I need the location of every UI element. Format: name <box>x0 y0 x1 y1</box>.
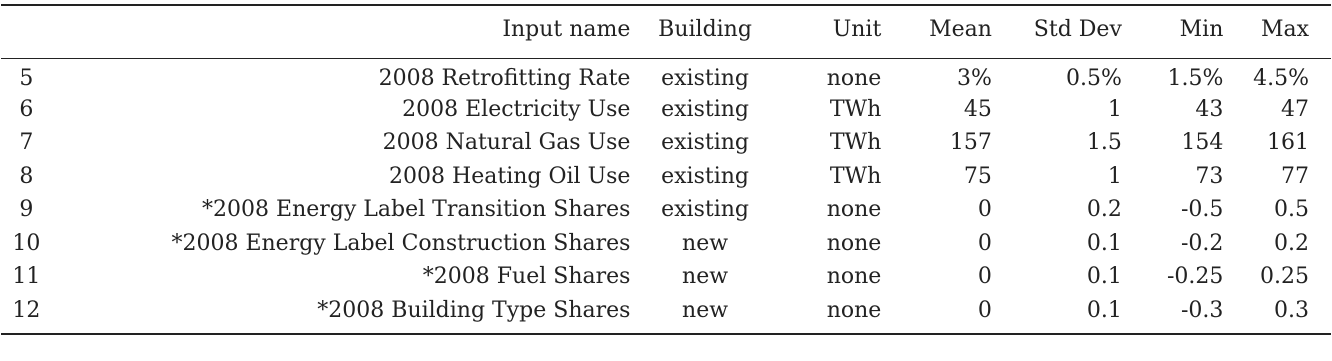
row-input-name: 2008 Retrofitting Rate <box>378 66 631 92</box>
input-parameters-table <box>1 4 1331 335</box>
table-row <box>1 59 1331 93</box>
header-std-dev: Std Dev <box>1033 16 1122 42</box>
table-row <box>1 193 1331 227</box>
row-unit: none <box>826 197 882 223</box>
row-min: 73 <box>1195 163 1224 189</box>
header-mean: Mean <box>929 16 992 42</box>
row-input-name: *2008 Energy Label Construction Shares <box>171 230 631 256</box>
row-mean: 45 <box>963 96 992 122</box>
row-unit: TWh <box>829 163 882 189</box>
row-building: existing <box>661 96 749 122</box>
row-max: 0.25 <box>1260 264 1309 290</box>
row-min: 43 <box>1195 96 1224 122</box>
row-index: 10 <box>12 230 41 256</box>
row-min: -0.2 <box>1180 230 1224 256</box>
row-std-dev: 0.5% <box>1065 66 1122 92</box>
row-max: 0.2 <box>1274 230 1309 256</box>
row-building: new <box>682 264 729 290</box>
row-building: existing <box>661 163 749 189</box>
table-row <box>1 227 1331 261</box>
row-index: 5 <box>19 66 34 92</box>
header-min: Min <box>1179 16 1224 42</box>
table-row <box>1 260 1331 294</box>
row-index: 11 <box>12 264 41 290</box>
header-max: Max <box>1260 16 1309 42</box>
row-std-dev: 0.1 <box>1086 264 1122 290</box>
row-unit: TWh <box>829 130 882 156</box>
row-building: existing <box>661 130 749 156</box>
row-index: 7 <box>19 130 34 156</box>
table-bottom-rule <box>1 333 1331 335</box>
row-input-name: *2008 Building Type Shares <box>317 297 631 323</box>
table-row <box>1 294 1331 328</box>
row-building: new <box>682 230 729 256</box>
row-std-dev: 1 <box>1107 163 1122 189</box>
row-std-dev: 1 <box>1107 96 1122 122</box>
row-min: 1.5% <box>1167 66 1224 92</box>
row-std-dev: 0.1 <box>1086 297 1122 323</box>
row-building: new <box>682 297 729 323</box>
row-mean: 3% <box>957 66 992 92</box>
row-input-name: 2008 Natural Gas Use <box>382 130 631 156</box>
row-max: 0.3 <box>1274 297 1309 323</box>
header-building: Building <box>658 16 752 42</box>
row-max: 77 <box>1281 163 1309 189</box>
data-table-body <box>1 59 1331 327</box>
header-unit: Unit <box>832 16 882 42</box>
header-input-name: Input name <box>502 16 631 42</box>
row-building: existing <box>661 66 749 92</box>
row-building: existing <box>661 197 749 223</box>
table-row <box>1 160 1331 194</box>
row-unit: TWh <box>829 96 882 122</box>
table-header-row <box>1 6 1331 52</box>
row-input-name: *2008 Fuel Shares <box>422 264 631 290</box>
row-min: 154 <box>1181 130 1224 156</box>
row-input-name: 2008 Heating Oil Use <box>389 163 631 189</box>
row-mean: 75 <box>963 163 992 189</box>
row-unit: none <box>826 264 882 290</box>
row-unit: none <box>826 230 882 256</box>
row-mean: 157 <box>949 130 992 156</box>
row-max: 161 <box>1267 130 1309 156</box>
row-index: 8 <box>19 163 34 189</box>
row-max: 4.5% <box>1253 66 1309 92</box>
row-mean: 0 <box>977 230 992 256</box>
row-index: 9 <box>19 197 34 223</box>
table-row <box>1 126 1331 160</box>
row-mean: 0 <box>977 197 992 223</box>
row-mean: 0 <box>977 264 992 290</box>
row-input-name: 2008 Electricity Use <box>402 96 631 122</box>
header-index <box>1 6 52 52</box>
data-table <box>1 6 1331 52</box>
row-min: -0.5 <box>1180 197 1224 223</box>
row-min: -0.25 <box>1166 264 1224 290</box>
row-unit: none <box>826 297 882 323</box>
row-unit: none <box>826 66 882 92</box>
row-max: 47 <box>1281 96 1309 122</box>
row-std-dev: 0.2 <box>1086 197 1122 223</box>
row-std-dev: 0.1 <box>1086 230 1122 256</box>
row-max: 0.5 <box>1274 197 1309 223</box>
table-row <box>1 93 1331 127</box>
row-index: 6 <box>19 96 34 122</box>
row-index: 12 <box>12 297 41 323</box>
row-input-name: *2008 Energy Label Transition Shares <box>202 197 631 223</box>
row-std-dev: 1.5 <box>1086 130 1122 156</box>
row-mean: 0 <box>977 297 992 323</box>
row-min: -0.3 <box>1180 297 1224 323</box>
